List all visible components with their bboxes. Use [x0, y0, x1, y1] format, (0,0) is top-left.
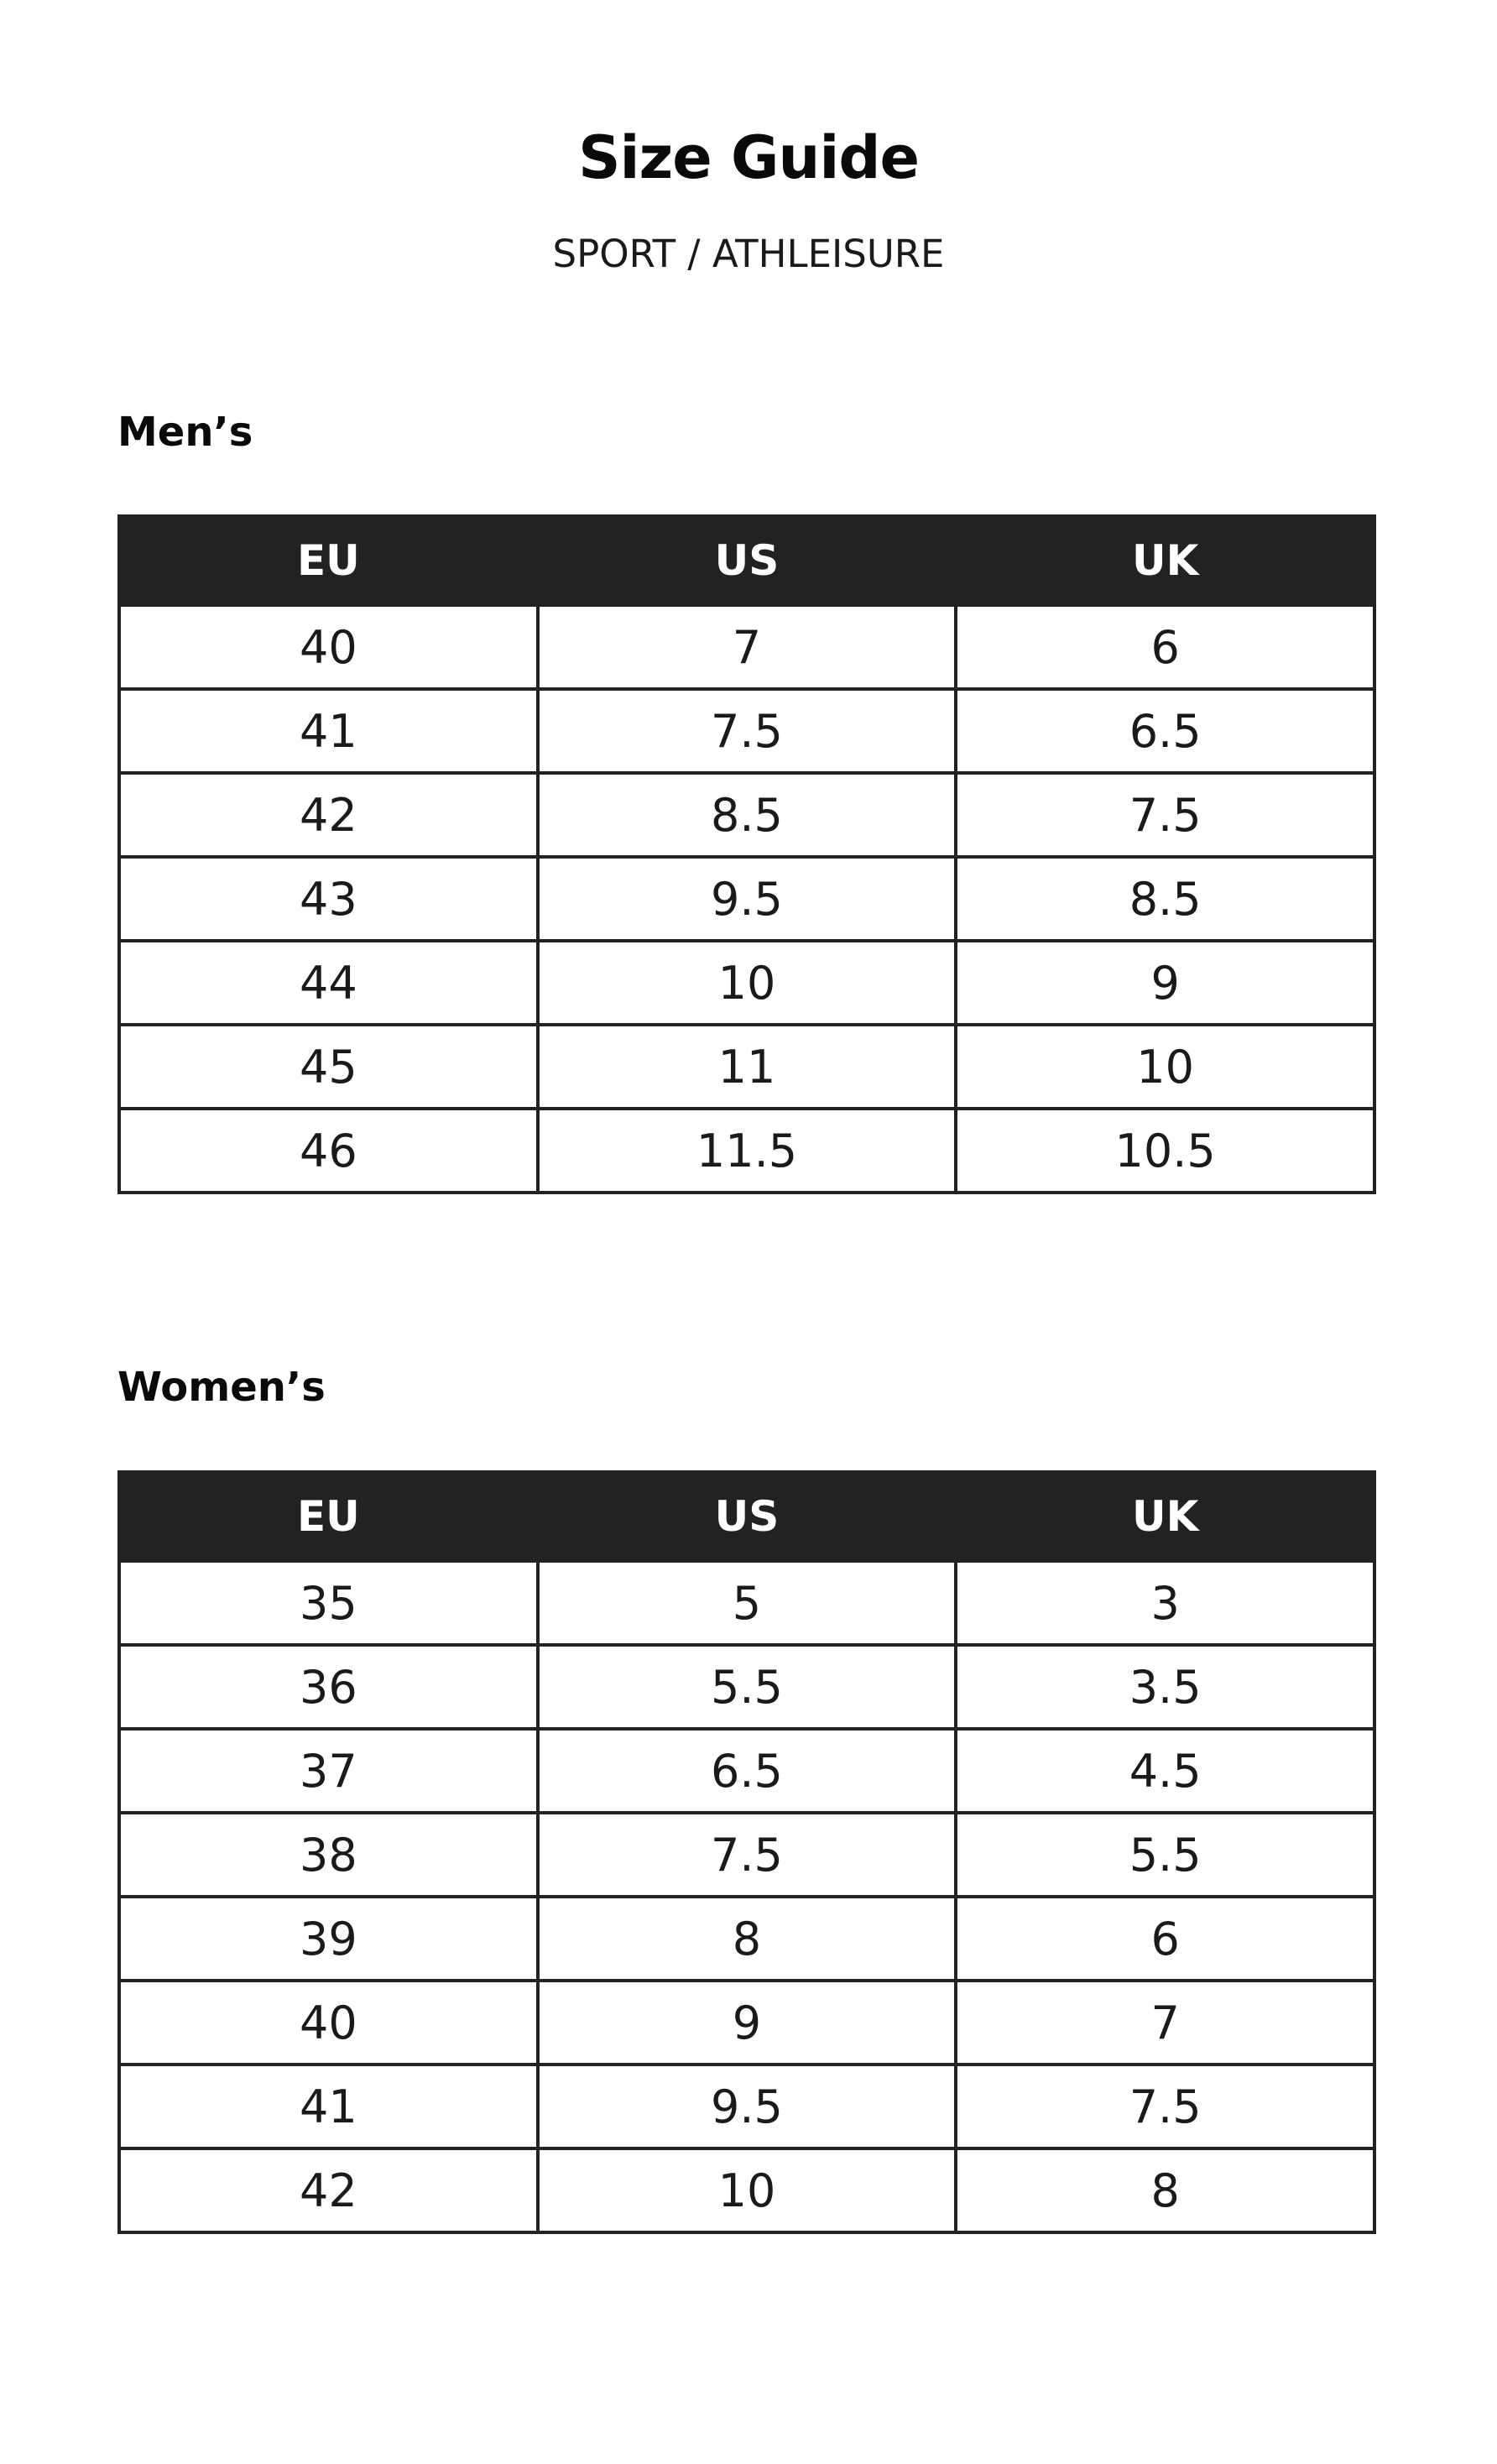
table-row: [119, 1025, 1374, 1109]
size-cell-us: 6.5: [538, 1729, 957, 1813]
size-cell-us: 8.5: [538, 773, 957, 857]
column-header-eu: EU: [119, 516, 538, 605]
table-header-row: [119, 516, 1374, 605]
size-cell-us: 7.5: [538, 1813, 957, 1897]
table-row: [119, 2065, 1374, 2148]
mens-size-table: [117, 514, 1376, 1194]
mens-table-body: [119, 605, 1374, 1193]
size-cell-uk: 3: [956, 1561, 1374, 1645]
table-row: [119, 1729, 1374, 1813]
size-cell-uk: 7: [956, 1981, 1374, 2065]
size-cell-eu: 41: [119, 689, 538, 773]
size-cell-eu: 41: [119, 2065, 538, 2148]
size-cell-eu: 42: [119, 2148, 538, 2232]
size-cell-eu: 38: [119, 1813, 538, 1897]
size-cell-us: 7.5: [538, 689, 957, 773]
size-cell-eu: 36: [119, 1645, 538, 1729]
size-cell-us: 5.5: [538, 1645, 957, 1729]
size-cell-uk: 8: [956, 2148, 1374, 2232]
column-header-us: US: [538, 1472, 957, 1561]
mens-section-heading: Men’s: [117, 409, 253, 456]
womens-section-heading: Women’s: [117, 1364, 326, 1411]
size-cell-us: 11: [538, 1025, 957, 1109]
size-cell-us: 11.5: [538, 1109, 957, 1193]
size-cell-eu: 35: [119, 1561, 538, 1645]
size-cell-eu: 42: [119, 773, 538, 857]
womens-table-body: [119, 1561, 1374, 2232]
table-row: [119, 1561, 1374, 1645]
column-header-us: US: [538, 516, 957, 605]
size-cell-uk: 7.5: [956, 2065, 1374, 2148]
table-row: [119, 1645, 1374, 1729]
table-row: [119, 605, 1374, 689]
size-cell-uk: 3.5: [956, 1645, 1374, 1729]
size-cell-eu: 40: [119, 1981, 538, 2065]
size-cell-uk: 6: [956, 605, 1374, 689]
size-cell-uk: 9: [956, 941, 1374, 1025]
table-row: [119, 689, 1374, 773]
size-cell-eu: 37: [119, 1729, 538, 1813]
size-cell-eu: 46: [119, 1109, 538, 1193]
size-cell-uk: 5.5: [956, 1813, 1374, 1897]
size-cell-us: 10: [538, 941, 957, 1025]
table-row: [119, 1897, 1374, 1981]
size-cell-us: 7: [538, 605, 957, 689]
page-subtitle: SPORT / ATHLEISURE: [552, 232, 945, 276]
table-row: [119, 941, 1374, 1025]
size-cell-us: 5: [538, 1561, 957, 1645]
table-header-row: [119, 1472, 1374, 1561]
size-cell-eu: 44: [119, 941, 538, 1025]
size-cell-eu: 39: [119, 1897, 538, 1981]
column-header-eu: EU: [119, 1472, 538, 1561]
table-row: [119, 1813, 1374, 1897]
table-row: [119, 1109, 1374, 1193]
table-row: [119, 857, 1374, 941]
size-cell-uk: 6.5: [956, 689, 1374, 773]
size-cell-eu: 43: [119, 857, 538, 941]
size-cell-us: 8: [538, 1897, 957, 1981]
size-cell-us: 9: [538, 1981, 957, 2065]
womens-size-table: [117, 1470, 1376, 2234]
page-title: Size Guide: [578, 123, 919, 192]
size-cell-uk: 10: [956, 1025, 1374, 1109]
size-cell-us: 10: [538, 2148, 957, 2232]
table-row: [119, 773, 1374, 857]
size-cell-us: 9.5: [538, 857, 957, 941]
size-cell-us: 9.5: [538, 2065, 957, 2148]
size-cell-uk: 4.5: [956, 1729, 1374, 1813]
size-cell-uk: 10.5: [956, 1109, 1374, 1193]
column-header-uk: UK: [956, 516, 1374, 605]
table-row: [119, 2148, 1374, 2232]
size-cell-uk: 7.5: [956, 773, 1374, 857]
size-cell-uk: 6: [956, 1897, 1374, 1981]
size-cell-eu: 40: [119, 605, 538, 689]
size-cell-uk: 8.5: [956, 857, 1374, 941]
size-cell-eu: 45: [119, 1025, 538, 1109]
column-header-uk: UK: [956, 1472, 1374, 1561]
table-row: [119, 1981, 1374, 2065]
